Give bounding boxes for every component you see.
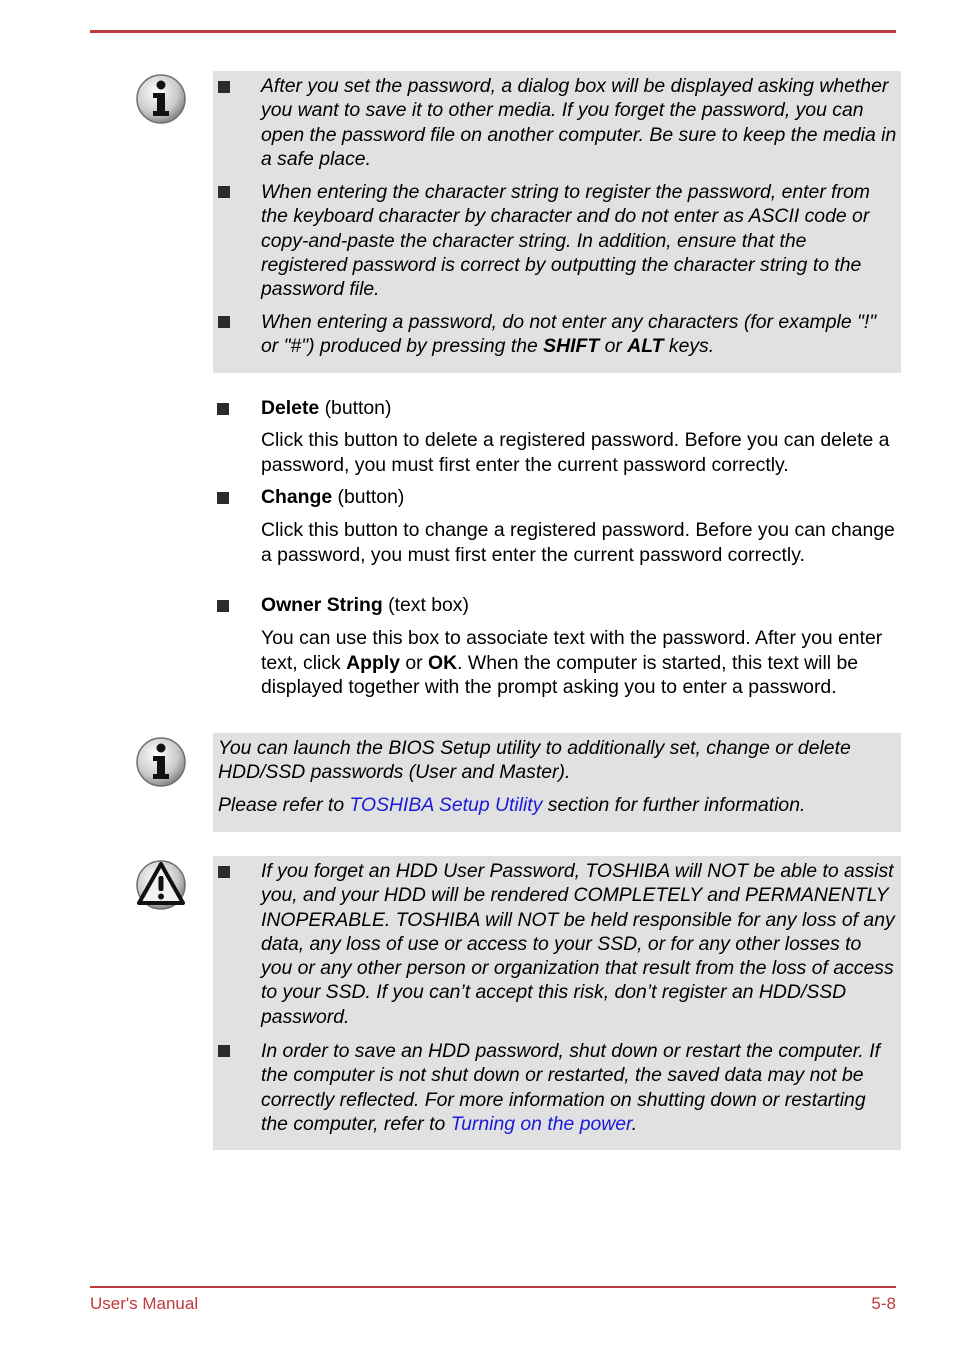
warning-text: In order to save an HDD password, shut down or restart the computer. If the computer is not shut down or restarted, the saved data may not be correctly reflected. For more information on shutting down or restarting the computer, refer to Turning on the power.: [261, 1040, 880, 1135]
bullet-square-icon: [217, 403, 229, 415]
option-name: Delete: [261, 397, 320, 419]
option-owner-string: Owner String (text box): [261, 593, 901, 618]
page-number: 5-8: [871, 1294, 896, 1313]
warning-box: [213, 856, 901, 1150]
option-name: Owner String: [261, 594, 383, 616]
bullet-square-icon: [218, 186, 230, 198]
key-alt: ALT: [627, 335, 664, 358]
bullet-square-icon: [217, 600, 229, 612]
note-text: After you set the password, a dialog box will be displayed asking whether you want to save it to other media. If you forget the password, you can open the password file on another computer. Be sure to keep the media in a safe place.: [261, 75, 897, 170]
option-change: Change (button): [261, 485, 901, 510]
note-box: [213, 733, 901, 832]
bullet-square-icon: [218, 866, 230, 878]
turning-on-the-power-link[interactable]: Turning on the power: [450, 1112, 632, 1135]
note-text: When entering the character string to register the password, enter from the keyboard character by character and do not enter as ASCII code or copy-and-paste the character string. In addition, ensure that the registered password is correct by outputting the character string to the password file.: [261, 181, 870, 301]
header-rule: [90, 30, 896, 33]
note-text: You can launch the BIOS Setup utility to additionally set, change or delete HDD/SSD passwords (User and Master).: [218, 737, 851, 784]
key-shift: SHIFT: [543, 335, 600, 358]
bullet-square-icon: [218, 316, 230, 328]
note-text: Please refer to TOSHIBA Setup Utility section for further information.: [218, 794, 806, 816]
footer-rule: [90, 1286, 896, 1288]
note-box: [213, 71, 901, 373]
footer-title: User's Manual: [90, 1294, 199, 1313]
option-description: You can use this box to associate text with the password. After you enter text, click Apply or OK. When the computer is started, this text will be displayed together with the prompt asking you to enter a password.: [261, 627, 883, 698]
warning-text: If you forget an HDD User Password, TOSHIBA will NOT be able to assist you, and your HDD will be rendered COMPLETELY and PERMANENTLY INOPERABLE. TOSHIBA will NOT be held responsible for any loss of any data, any loss of use or access to your SSD, or for any other losses to you or any other person or organization that result from the loss of access to your SSD. If you can’t accept this risk, don’t register an HDD/SSD password.: [261, 860, 895, 1028]
note-text: When entering a password, do not enter any characters (for example "!" or "#") produced by pressing the SHIFT or ALT keys.: [261, 311, 877, 358]
option-description: Click this button to change a registered password. Before you can change a password, you must first enter the current password correctly.: [261, 519, 895, 566]
info-icon: [134, 735, 188, 789]
warning-icon: [134, 858, 188, 912]
option-delete: Delete (button): [261, 396, 901, 421]
toshiba-setup-utility-link[interactable]: TOSHIBA Setup Utility: [349, 794, 543, 816]
bullet-square-icon: [218, 81, 230, 93]
bullet-square-icon: [218, 1045, 230, 1057]
bullet-square-icon: [217, 492, 229, 504]
info-icon: [134, 72, 188, 126]
option-name: Change: [261, 486, 333, 508]
option-description: Click this button to delete a registered password. Before you can delete a password, you must first enter the current password correctly.: [261, 429, 890, 476]
